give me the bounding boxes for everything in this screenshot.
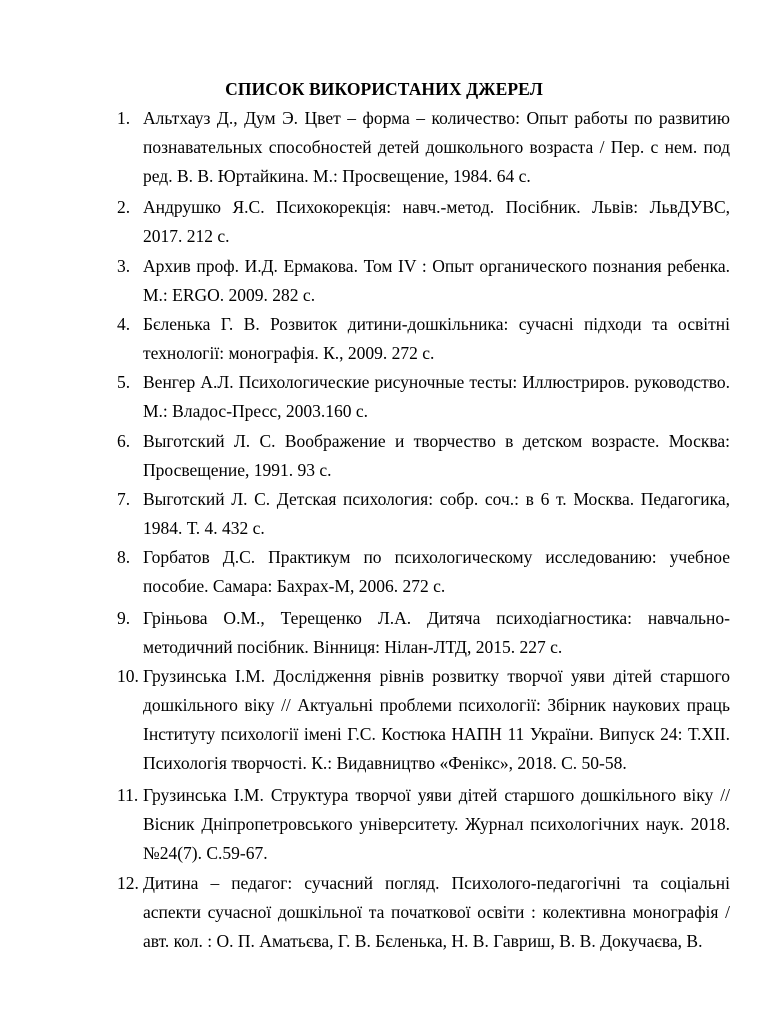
reference-number: 3. xyxy=(117,256,131,276)
reference-text: Андрушко Я.С. Психокорекція: навч.-метод. Посібник. Львів: ЛьвДУВС, 2017. 212 с. xyxy=(143,197,730,246)
reference-text: Выготский Л. С. Воображение и творчество в детском возрасте. Москва: Просвещение, 1991. 93 с. xyxy=(143,431,730,480)
reference-text: Горбатов Д.С. Практикум по психологическому исследованию: учебное пособие. Самара: Бахрах-М, 2006. 272 с. xyxy=(143,547,730,596)
reference-number: 1. xyxy=(117,108,131,128)
reference-text: Альтхауз Д., Дум Э. Цвет – форма – количество: Опыт работы по развитию познавательных способностей детей дошкольного возраста / Пер. с нем. под ред. В. В. Юртайкина. М.: Просвещение, 1984. 64 с. xyxy=(143,108,730,186)
reference-number: 4. xyxy=(117,314,131,334)
reference-number: 12. xyxy=(117,873,139,893)
reference-text: Бєленька Г. В. Розвиток дитини-дошкільника: сучасні підходи та освітні технології: монографія. К., 2009. 272 с. xyxy=(143,314,730,363)
reference-text: Дитина – педагог: сучасний погляд. Психолого-педагогічні та соціальні аспекти сучасної дошкільної та початкової освіти : колективна монографія / авт. кол. : О. П. Аматьєва, Г. В. Бєленька, Н. В. Гавриш, В. В. Докучаєва, В. xyxy=(143,873,730,951)
reference-text: Венгер А.Л. Психологические рисуночные тесты: Иллюстриров. руководство. М.: Владос-Пресс, 2003.160 с. xyxy=(143,372,730,421)
reference-text: Гріньова О.М., Терещенко Л.А. Дитяча психодіагностика: навчально-методичний посібник. Вінниця: Нілан-ЛТД, 2015. 227 с. xyxy=(143,608,730,657)
reference-number: 8. xyxy=(117,547,131,567)
reference-number: 10. xyxy=(117,666,139,686)
reference-text: Грузинська І.М. Структура творчої уяви дітей старшого дошкільного віку // Вісник Дніпропетровського університету. Журнал психологічних наук. 2018. №24(7). С.59-67. xyxy=(143,785,730,863)
reference-text: Грузинська І.М. Дослідження рівнів розвитку творчої уяви дітей старшого дошкільного віку // Актуальні проблеми психології: Збірник наукових праць Інституту психології імені Г.С. Костюка НАПН 11 України. Випуск 24: Т.XII. Психологія творчості. К.: Видавництво «Фенікс», 2018. С. 50-58. xyxy=(143,666,730,773)
reference-number: 2. xyxy=(117,197,131,217)
reference-text: Архив проф. И.Д. Ермакова. Том IV : Опыт органического познания ребенка. М.: ERGO. 2009. 282 с. xyxy=(143,256,730,305)
reference-text: Выготский Л. С. Детская психология: собр. соч.: в 6 т. Москва. Педагогика, 1984. Т. 4. 432 с. xyxy=(143,489,730,538)
reference-number: 5. xyxy=(117,372,131,392)
page-title: СПИСОК ВИКОРИСТАНИХ ДЖЕРЕЛ xyxy=(225,79,543,99)
reference-number: 11. xyxy=(117,785,139,805)
reference-number: 7. xyxy=(117,489,131,509)
reference-number: 9. xyxy=(117,608,131,628)
reference-number: 6. xyxy=(117,431,131,451)
